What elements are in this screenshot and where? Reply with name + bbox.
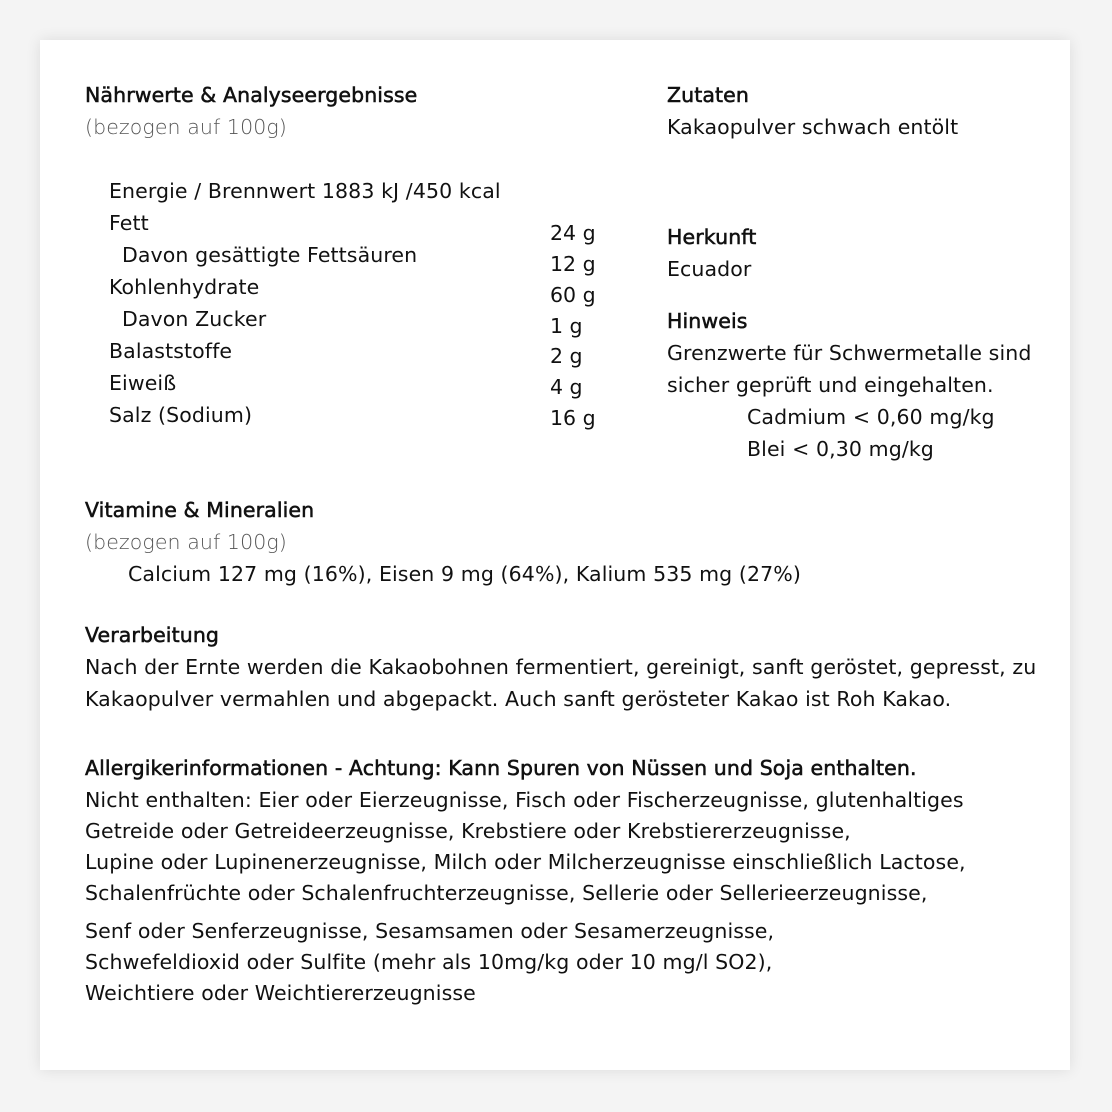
ingredients-text: Kakaopulver schwach entölt <box>667 115 959 139</box>
energy-row: Energie / Brennwert 1883 kJ /450 kcal <box>109 179 501 203</box>
nutrition-value-kohlenhydrate: 60 g <box>550 283 596 307</box>
nutrition-subtitle: (bezogen auf 100g) <box>85 115 287 139</box>
processing-line-2: Kakaopulver vermahlen und abgepackt. Auch sanft gerösteter Kakao ist Roh Kakao. <box>85 687 952 711</box>
allergy-title: Allergikerinformationen - Achtung: Kann Spuren von Nüssen und Soja enthalten. <box>85 756 917 780</box>
nutrition-value-salz: 16 g <box>550 406 596 430</box>
origin-title: Herkunft <box>667 225 757 249</box>
vitamins-title: Vitamine & Mineralien <box>85 498 315 522</box>
nutrition-label-gesaettigte-fettsaeuren: Davon gesättigte Fettsäuren <box>122 243 418 267</box>
origin-text: Ecuador <box>667 257 752 281</box>
note-cadmium: Cadmium < 0,60 mg/kg <box>747 405 995 429</box>
vitamins-text: Calcium 127 mg (16%), Eisen 9 mg (64%), Kalium 535 mg (27%) <box>128 562 801 586</box>
allergy-line: Getreide oder Getreideerzeugnisse, Krebstiere oder Krebstiererzeugnisse, <box>85 819 851 843</box>
nutrition-label-zucker: Davon Zucker <box>122 307 267 331</box>
allergy-line: Weichtiere oder Weichtiererzeugnisse <box>85 981 476 1005</box>
allergy-line: Senf oder Senferzeugnisse, Sesamsamen oder Sesamerzeugnisse, <box>85 919 775 943</box>
note-title: Hinweis <box>667 309 748 333</box>
nutrition-value-balaststoffe: 2 g <box>550 344 583 368</box>
nutrition-label-eiweiss: Eiweiß <box>109 371 177 395</box>
nutrition-value-gesaettigte-fettsaeuren: 12 g <box>550 252 596 276</box>
processing-title: Verarbeitung <box>85 623 220 647</box>
note-lead: Blei < 0,30 mg/kg <box>747 437 934 461</box>
nutrition-label-salz: Salz (Sodium) <box>109 403 253 427</box>
nutrition-title: Nährwerte & Analyseergebnisse <box>85 83 418 107</box>
allergy-line: Schwefeldioxid oder Sulfite (mehr als 10mg/kg oder 10 mg/l SO2), <box>85 950 773 974</box>
nutrition-label-kohlenhydrate: Kohlenhydrate <box>109 275 260 299</box>
note-line-1: Grenzwerte für Schwermetalle sind <box>667 341 1032 365</box>
processing-line-1: Nach der Ernte werden die Kakaobohnen fermentiert, gereinigt, sanft geröstet, gepresst, zu <box>85 655 1037 679</box>
nutrition-label-balaststoffe: Balaststoffe <box>109 339 233 363</box>
ingredients-title: Zutaten <box>667 83 749 107</box>
nutrition-value-fett: 24 g <box>550 221 596 245</box>
allergy-line: Lupine oder Lupinenerzeugnisse, Milch oder Milcherzeugnisse einschließlich Lactose, <box>85 850 966 874</box>
nutrition-label-fett: Fett <box>109 211 149 235</box>
product-info-card <box>40 40 1070 1070</box>
allergy-line: Nicht enthalten: Eier oder Eierzeugnisse, Fisch oder Fischerzeugnisse, glutenhaltiges <box>85 788 964 812</box>
vitamins-subtitle: (bezogen auf 100g) <box>85 530 287 554</box>
note-line-2: sicher geprüft und eingehalten. <box>667 373 994 397</box>
nutrition-value-eiweiss: 4 g <box>550 375 583 399</box>
nutrition-value-zucker: 1 g <box>550 314 583 338</box>
allergy-line: Schalenfrüchte oder Schalenfruchterzeugnisse, Sellerie oder Sellerieerzeugnisse, <box>85 881 928 905</box>
